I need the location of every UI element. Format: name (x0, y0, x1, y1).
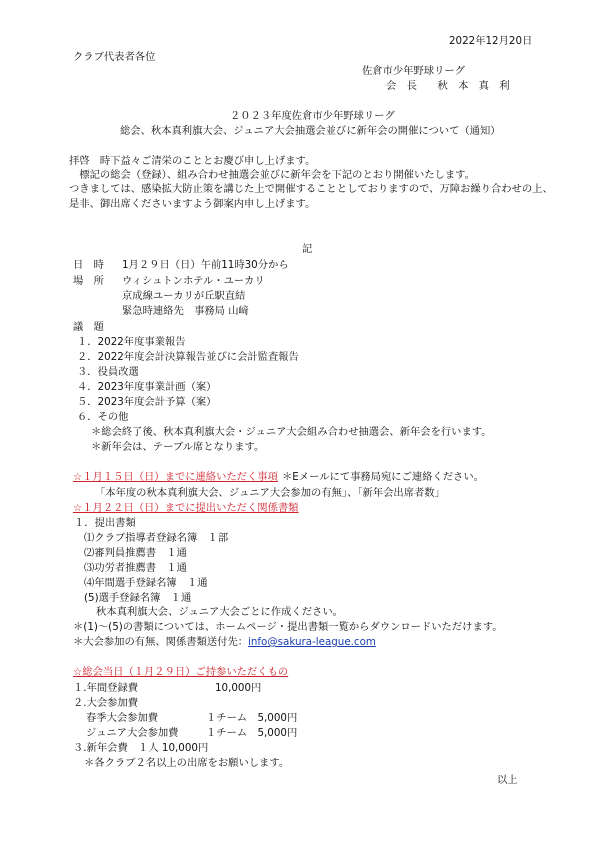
place-line: ウィシュトンホテル・ユーカリ (122, 275, 265, 287)
body-line: 標記の総会（登録）、組み合わせ抽選会並びに新年会を下記のとおり開催いたします。 (69, 169, 475, 181)
sender-name: 会 長 秋 本 真 利 (386, 80, 510, 92)
spring-fee-label: 春季大会参加費 (86, 712, 159, 724)
fee2-label: ２.大会参加費 (73, 697, 139, 709)
spring-fee-value: １チーム 5,000円 (206, 712, 298, 724)
sender-org: 佐倉市少年野球リーグ (362, 65, 465, 77)
agenda-item: ４．2023年度事業計画（案） (77, 381, 217, 393)
recipient: クラブ代表者各位 (73, 51, 156, 63)
agenda-item: ５．2023年度会計予算（案） (77, 396, 217, 408)
contact-heading: ☆１月１５日（日）までに連絡いただく事項 (73, 471, 278, 483)
submit-item: ⑴クラブ指導者登録名簿 １部 (84, 532, 229, 544)
junior-fee-label: ジュニア大会参加費 (86, 727, 179, 739)
place-line: 京成線ユーカリが丘駅直結 (122, 290, 246, 302)
agenda-item: ３．役員改選 (77, 366, 139, 378)
agenda-label: 議 題 (73, 321, 104, 333)
contact-content: 「本年度の秋本真利旗大会、ジュニア大会参加の有無」、「新年会出席者数」 (95, 487, 445, 499)
submit-item: ⑷年間選手登録名簿 １通 (84, 577, 208, 589)
ki-heading: 記 (302, 243, 313, 255)
bring-heading: ☆総会当日（１月２９日）ご持参いただくもの (73, 666, 289, 678)
agenda-item: ６．その他 (77, 411, 129, 423)
date-value: 1月２９日（日）午前11時30分から (122, 259, 289, 271)
submit-label: １．提出書類 (74, 517, 136, 529)
body-line: つきましては、感染拡大防止策を講じた上で開催することとしておりますので、万障お繰り合わせの上、 (69, 183, 553, 195)
place-label: 場 所 (73, 275, 104, 287)
agenda-item: １．2022年度事業報告 (77, 336, 186, 348)
agenda-item: ２．2022年度会計決算報告並びに会計監査報告 (77, 351, 299, 363)
junior-fee-value: １チーム 5,000円 (206, 727, 298, 739)
closing-word: 以上 (497, 774, 518, 786)
email-link[interactable]: info@sakura-league.com (248, 636, 376, 648)
contact-note: ＊Eメールにて事務局宛にご連絡ください。 (282, 471, 484, 483)
agenda-note: ＊新年会は、テーブル席となります。 (91, 441, 265, 453)
place-line: 緊急時連絡先 事務局 山﨑 (122, 305, 249, 317)
download-note: ＊(1)～(5)の書類については、ホームページ・提出書類一覧からダウンロードいただけます。 (73, 621, 503, 633)
submit-item5-note: 秋本真利旗大会、ジュニア大会ごとに作成ください。 (96, 606, 343, 618)
send-prefix: ＊大会参加の有無、関係書類送付先： (73, 636, 249, 648)
document-date: 2022年12月20日 (449, 35, 533, 47)
agenda-note: ＊総会終了後、秋本真利旗大会・ジュニア大会組み合わせ抽選会、新年会を行います。 (91, 426, 492, 438)
fee1-label: １.年間登録費 (73, 682, 139, 694)
date-label: 日 時 (73, 259, 104, 271)
fee3: ３.新年会費 １人 10,000円 (73, 742, 209, 754)
submit-item: ⑶功労者推薦書 １通 (84, 562, 187, 574)
submit-item: (5)選手登録名簿 １通 (84, 592, 192, 604)
send-note (73, 636, 376, 649)
submit-heading: ☆１月２２日（日）までに提出いただく関係書類 (73, 502, 299, 514)
document-title: ２０２３年度佐倉市少年野球リーグ (230, 110, 395, 122)
body-line: 是非、御出席くださいますよう御案内申し上げます。 (69, 198, 316, 210)
document-subtitle: 総会、秋本真利旗大会、ジュニア大会抽選会並びに新年会の開催について（通知） (120, 125, 501, 137)
submit-item: ⑵審判員推薦書 １通 (84, 547, 187, 559)
fee3-note: ＊各クラブ２名以上の出席をお願いします。 (84, 757, 290, 769)
body-line: 拝啓 時下益々ご清栄のこととお慶び申し上げます。 (69, 155, 316, 167)
fee1-value: 10,000円 (215, 682, 262, 694)
